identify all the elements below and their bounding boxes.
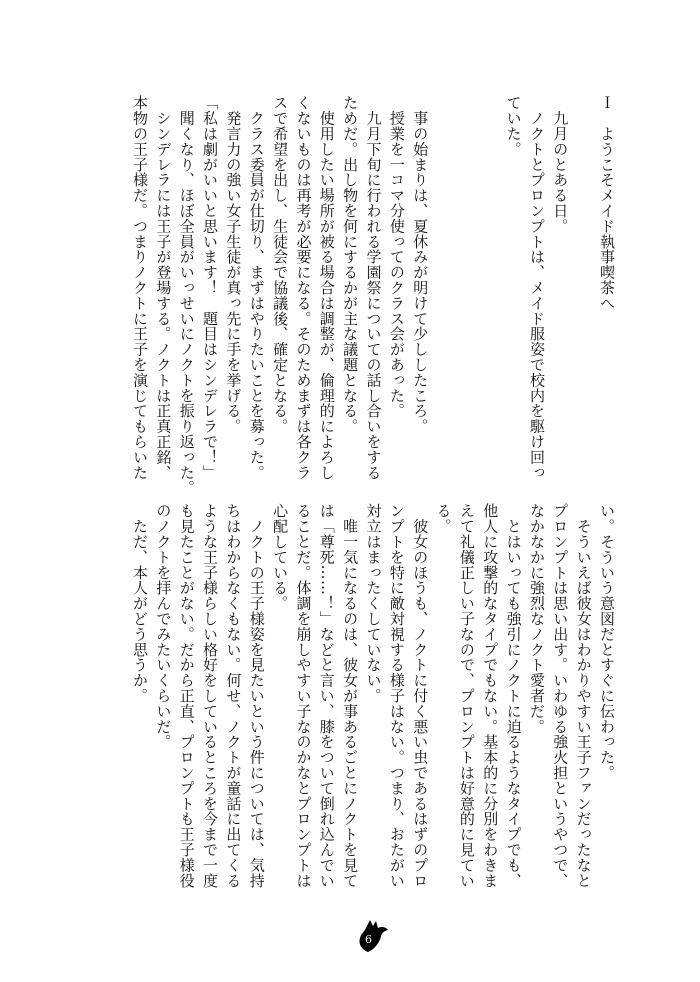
text-column: なかなかに強烈なノクト愛者だ。 [527,503,546,734]
text-column: ためだ。出し物を何にするかが主な議題となる。 [341,95,360,434]
text-column: くないものは再考が必要になる。そのためまずは各クラ [294,95,313,480]
text-column: 授業を一コマ分使ってのクラス会があった。 [387,95,406,419]
text-column: 心配している。 [271,503,290,611]
chapter-title: Ｉ ようこそメイド執事喫茶へ [598,95,616,311]
text-column: い。そういう意図だとすぐに伝わった。 [598,503,616,781]
text-column: 対立はまったくしていない。 [364,503,383,704]
text-column: シンデレラには王子が登場する。ノクトは正真正銘、 [154,95,173,480]
text-column: 他人に攻撃的なタイプでもない。基本的に分別をわきま [481,503,500,888]
page-number-ornament [352,912,396,956]
text-column: 九月のとある日。 [551,95,570,234]
text-column: のノクトを拝んでみたいくらいだ。 [154,503,173,750]
text-column: 唯一気になるのは、彼女が事あるごとにノクトを見て [341,503,360,888]
text-column: 本物の王子様だ。つまりノクトに王子を演じてもらいた [131,95,149,480]
text-column: ンプトを特に敵対視する様子はない。つまり、おたがい [387,503,406,888]
text-column: ることだ。体調を崩しやすい子なのかなとプロンプトは [294,503,313,888]
text-column: 発言力の強い女子生徒が真っ先に手を挙げる。 [224,95,243,434]
text-column: ただ、本人がどう思うか。 [131,503,149,704]
text-column: そういえば彼女はわかりやすい王子ファンだったなと [574,503,593,888]
text-column: 九月下旬に行われる学園祭についての話し合いをする [364,95,383,480]
text-column: 「私は劇がいいと思います！ 題目はシンデレラで！」 [201,95,220,480]
text-column: は「尊死……！」などと言い、膝をついて倒れ込んでい [317,503,336,888]
ornament-icon [352,912,396,956]
text-column: 聞くなり、ほぼ全員がいっせいにノクトを振り返った。 [177,95,196,496]
text-column: も見たことがない。だから正直、プロンプトも王子様役 [177,503,196,888]
text-column: 事の始まりは、夏休みが明けて少ししたころ。 [411,95,430,434]
text-column: クラス委員が仕切り、まずはやりたいことを募った。 [247,95,266,480]
text-column: る。 [434,503,453,534]
text-column: ノクトとプロンプトは、メイド服姿で校内を駆け回っ [527,95,546,480]
text-column: スで希望を出し、生徒会で協議後、確定となる。 [271,95,290,434]
page-number: 6 [365,933,372,946]
text-column: プロンプトは思い出す。いわゆる強火担というやつで、 [551,503,570,888]
text-column: ていた。 [504,95,523,157]
text-column: ような王子様らしい格好をしているところを今まで一度 [201,503,220,888]
text-column: 彼女のほうも、ノクトに付く悪い虫であるはずのプロ [411,503,430,888]
text-column: 使用したい場所が被る場合は調整が、倫理的によろし [317,95,336,480]
text-column: えて礼儀正しい子なので、プロンプトは好意的に見てい [457,503,476,888]
text-column: とはいっても強引にノクトに迫るようなタイプでも、 [504,503,523,888]
text-column: ちはわからなくもない。何せ、ノクトが童話に出てくる [224,503,243,888]
text-column: ノクトの王子様姿を見たいという件については、気持 [247,503,266,888]
